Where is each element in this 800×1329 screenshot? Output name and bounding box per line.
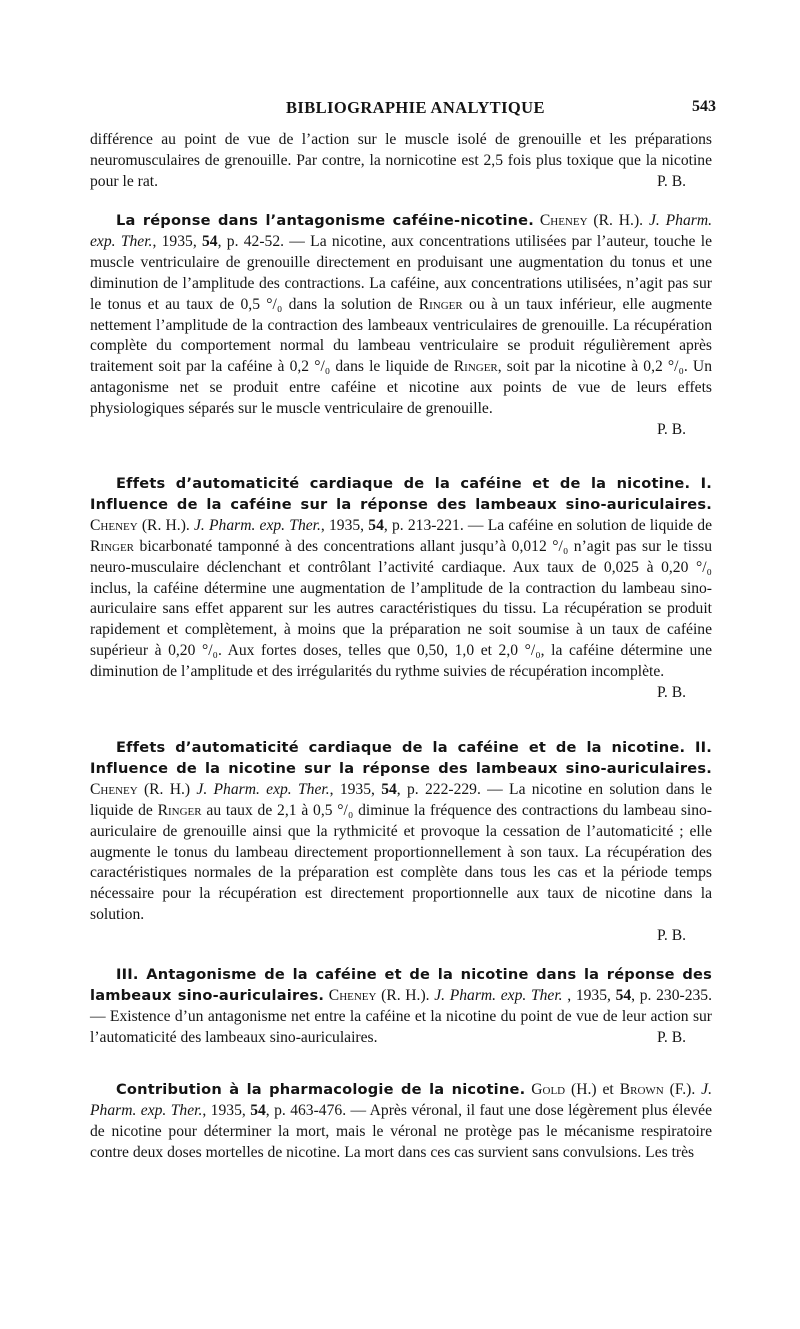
running-title: BIBLIOGRAPHIE ANALYTIQUE [286,98,545,117]
entry-journal: J. Pharm. exp. Ther. [194,516,321,534]
ringer-name: Ringer [453,358,498,376]
entry-author-initials: (H.) et [565,1081,620,1098]
entry-title: Effets d’automaticité cardiaque de la caféine et de la nicotine. I. Influence de la caféine sur la réponse des lambeaux sino-auriculaires. [90,475,712,513]
entry-volume: 54 [368,516,384,534]
entry-volume: 54 [615,986,632,1004]
bibliography-entry [90,474,712,704]
page-number: 543 [692,98,716,115]
entry-volume: 54 [202,232,218,250]
entry-author: Cheney [90,516,138,534]
entry-signature: P. B. [656,172,686,190]
entry-body: — La caféine en solution de liquide de [463,516,713,534]
ringer-name: Ringer [157,801,202,819]
entry-author-2-initials: (F.). [663,1081,702,1098]
entry-author-initials: (R. H.) [137,780,197,798]
entry-volume: 54 [250,1101,266,1119]
entry-title: Effets d’automaticité cardiaque de la caféine et de la nicotine. II. Influence de la nicotine sur la réponse des lambeaux sino-auriculaires. [90,739,712,777]
entry-body-part: ou à un taux inférieur, elle augmente nettement l’amplitude de la contraction des lambeaux ventriculaires de grenouille. La récupération complète du comportement normal du lambeau ventriculaire se produit régulièrement après traitement soit par la caféine à 0,2 °/₀ dans le liquide de [90,295,712,376]
entry-continuation [90,130,712,193]
entry-year: , 1935, [152,232,202,250]
ringer-name: Ringer [418,295,463,313]
entry-author-initials: (R. H.). [376,986,435,1004]
entry-signature: P. B. [656,684,686,702]
entry-author-initials: (R. H.). [137,516,194,534]
bibliography-entry [90,1080,712,1164]
entry-author-2: Brown [619,1081,664,1098]
entry-body-part: bicarbonaté tamponné à des concentrations allant jusqu’à 0,012 °/₀ n’agit pas sur le tissu neuro-musculaire déclenchant et contrôlant l’activité cardiaque. Aux taux de 0,025 à 0,20 °/₀ inclus, la caféine détermine une augmentation de l’amplitude de la contraction du lambeau sino-auriculaire sans effet apparent sur les autres caractéristiques du tissu. La récupération se produit rapidement et complètement, à moins que la préparation ne soit soumise à un taux de caféine supérieur à 0,20 °/₀. Aux fortes doses, telles que 0,50, 1,0 et 2,0 °/₀, la caféine détermine une diminution de l’amplitude et des irrégularités du rythme suivies de récupération incomplète. [90,537,712,681]
entry-author: Gold [531,1081,566,1098]
entry-journal: J. Pharm. exp. Ther. [434,986,563,1004]
entry-pages: , p. 213-221. [383,516,464,534]
entry-pages: , p. 42-52. [217,232,285,250]
entry-year: , 1935, [329,780,382,798]
entry-year: , 1935, [202,1101,251,1119]
entry-volume: 54 [381,780,397,798]
entry-signature: P. B. [656,1028,686,1046]
entry-signature: P. B. [656,927,686,945]
entry-body: — Après véronal, il faut une dose légèrement plus élevée de nicotine pour déterminer la mort, mais le véronal ne protège pas le mécanisme respiratoire contre deux doses mortelles de nicotine. La mort dans ces cas survient sans convulsions. Les très [90,1101,713,1161]
entry-year: , 1935, [562,986,616,1004]
entry-author: Cheney [539,212,588,229]
entry-year: , 1935, [320,516,369,534]
entry-author: Cheney [328,986,377,1004]
entry-author: Cheney [90,780,138,798]
entry-journal: J. Pharm. exp. Ther. [90,1081,712,1119]
entry-body-part: , soit par la nicotine à 0,2 °/₀. Un antagonisme net se produit entre caféine et nicotine aux points de vue de leurs effets physiologiques séparés sur le muscle ventriculaire de grenouille. [90,358,712,418]
entry-journal: J. Pharm. exp. Ther. [90,212,712,250]
entry-pages: , p. 463-476. [265,1101,347,1119]
entry-pages: , p. 230-235. [631,986,712,1004]
entry-signature: P. B. [656,421,686,439]
bibliography-entry [90,211,712,441]
page-header [116,98,716,122]
entry-body-part: au taux de 2,1 à 0,5 °/₀ diminue la fréquence des contractions du lambeau sino-auriculaire de grenouille ainsi que la rythmicité et provoque la cessation de l’automaticité ; elle augmente le tonus du lambeau directement proportionnellement à son taux. La récupération des caractéristiques normales de la préparation est complète dans tous les cas et la période temps nécessaire pour la récupération est directement proportionnelle aux taux de nicotine dans la solution. [90,801,713,924]
entry-body: — La nicotine, aux concentrations utilisées par l’auteur, touche le muscle ventriculaire de grenouille directement en produisant une augmentation du tonus et une diminution de l’amplitude des contractions. La caféine, aux concentrations utilisées, n’agit pas sur le tonus et au taux de 0,5 °/₀ dans la solution de [90,232,713,313]
bibliography-entry [90,738,712,947]
entry-body: différence au point de vue de l’action sur le muscle isolé de grenouille et les préparations neuromusculaires de grenouille. Par contre, la nornicotine est 2,5 fois plus toxique que la nicotine pour le rat. [90,131,712,190]
entry-pages: , p. 222-229. [396,780,481,798]
entry-body: — La nicotine en solution dans le liquide de [90,780,713,819]
entry-title: La réponse dans l’antagonisme caféine-nicotine. [116,212,534,229]
entry-body: — Existence d’un antagonisme net entre la caféine et la nicotine du point de vue de leur action sur l’automaticité des lambeaux sino-auriculaires. [90,1007,712,1046]
entry-title: III. Antagonisme de la caféine et de la nicotine dans la réponse des lambeaux sino-auriculaires. [90,966,712,1004]
ringer-name: Ringer [90,537,135,555]
entry-title: Contribution à la pharmacologie de la nicotine. [116,1081,526,1098]
entry-journal: J. Pharm. exp. Ther. [196,780,330,798]
entry-author-initials: (R. H.). [587,212,649,229]
bibliography-entry [90,965,712,1049]
